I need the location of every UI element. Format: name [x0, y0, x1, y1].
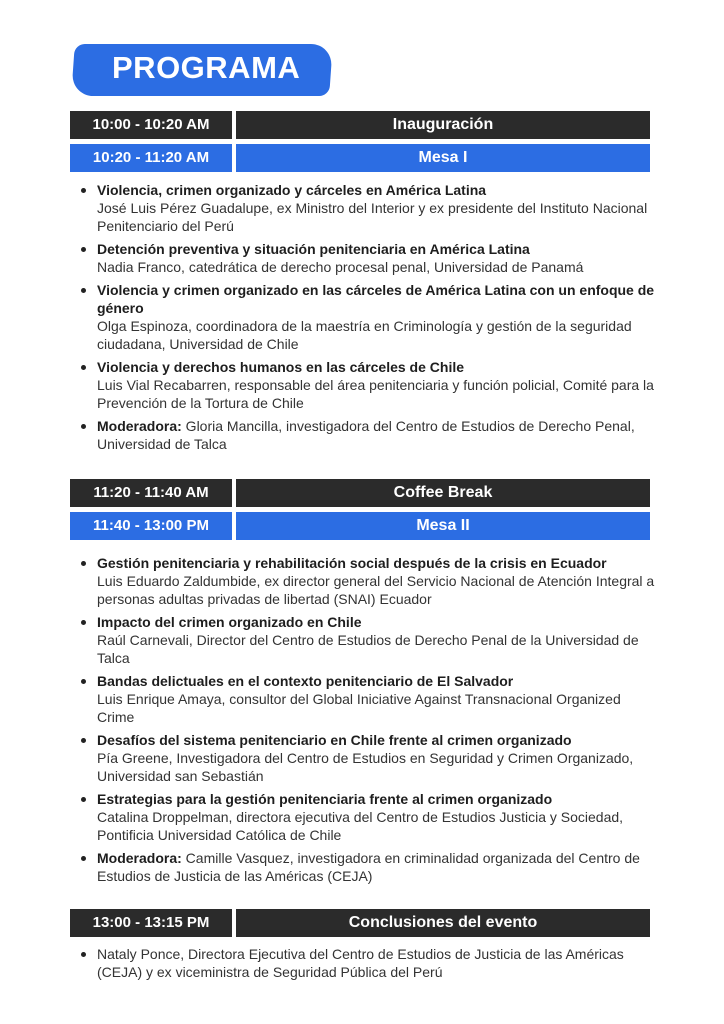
list-item	[78, 554, 656, 608]
item-speaker: Raúl Carnevali, Director del Centro de Estudios de Derecho Penal de la Universidad de Talca	[97, 632, 639, 666]
item-title: Detención preventiva y situación penitenciaria en América Latina	[97, 241, 530, 257]
session-label: Inauguración	[236, 111, 650, 139]
item-speaker: Luis Eduardo Zaldumbide, ex director general del Servicio Nacional de Atención Integral a personas adultas privadas de libertad (SNAI) Ecuador	[97, 573, 655, 607]
time-label: 10:00 - 10:20 AM	[70, 111, 232, 139]
conclusions-list	[78, 945, 656, 986]
moderator-item	[78, 417, 656, 453]
page-title: PROGRAMA	[112, 50, 301, 85]
moderator-label: Moderadora:	[97, 418, 182, 434]
list-item	[78, 181, 656, 235]
schedule-row-inauguracion	[70, 111, 650, 139]
conclusions-text: Nataly Ponce, Directora Ejecutiva del Centro de Estudios de Justicia de las Américas (CEJA) y ex viceministra de Seguridad Pública del Perú	[97, 946, 624, 980]
item-title: Violencia y derechos humanos en las cárceles de Chile	[97, 359, 465, 375]
time-label: 11:40 - 13:00 PM	[70, 512, 232, 540]
list-item	[78, 240, 656, 276]
time-label: 11:20 - 11:40 AM	[70, 479, 232, 507]
item-speaker: José Luis Pérez Guadalupe, ex Ministro del Interior y ex presidente del Instituto Nacional Penitenciario del Perú	[97, 200, 648, 234]
list-item	[78, 358, 656, 412]
session-label: Mesa II	[236, 512, 650, 540]
list-item	[78, 613, 656, 667]
schedule-row-mesa-2	[70, 512, 650, 540]
item-speaker: Nadia Franco, catedrática de derecho procesal penal, Universidad de Panamá	[97, 259, 584, 275]
item-speaker: Catalina Droppelman, directora ejecutiva del Centro de Estudios Justicia y Sociedad, Pontificia Universidad Católica de Chile	[97, 809, 624, 843]
item-speaker: Olga Espinoza, coordinadora de la maestría en Criminología y gestión de la seguridad ciudadana, Universidad de Chile	[97, 318, 632, 352]
session-label: Mesa I	[236, 144, 650, 172]
schedule-row-mesa-1	[70, 144, 650, 172]
list-item	[78, 281, 656, 353]
item-speaker: Luis Enrique Amaya, consultor del Global Iniciative Against Transnacional Organized Crime	[97, 691, 621, 725]
item-title: Impacto del crimen organizado en Chile	[97, 614, 362, 630]
session-label: Coffee Break	[236, 479, 650, 507]
schedule-row-conclusiones	[70, 909, 650, 937]
moderator-item	[78, 849, 656, 885]
session-label: Conclusiones del evento	[236, 909, 650, 937]
item-speaker: Pía Greene, Investigadora del Centro de Estudios en Seguridad y Crimen Organizado, Universidad san Sebastián	[97, 750, 634, 784]
list-item	[78, 790, 656, 844]
list-item	[78, 945, 656, 981]
item-speaker: Luis Vial Recabarren, responsable del área penitenciaria y función policial, Comité para la Prevención de la Tortura de Chile	[97, 377, 654, 411]
moderator-label: Moderadora:	[97, 850, 182, 866]
list-item	[78, 672, 656, 726]
item-title: Gestión penitenciaria y rehabilitación social después de la crisis en Ecuador	[97, 555, 607, 571]
item-title: Violencia y crimen organizado en las cárceles de América Latina con un enfoque de género	[97, 282, 655, 316]
mesa-2-list	[78, 554, 656, 890]
time-label: 13:00 - 13:15 PM	[70, 909, 232, 937]
schedule-row-coffee-break	[70, 479, 650, 507]
time-label: 10:20 - 11:20 AM	[70, 144, 232, 172]
list-item	[78, 731, 656, 785]
moderator-text: Camille Vasquez, investigadora en criminalidad organizada del Centro de Estudios de Justicia de las Américas (CEJA)	[97, 850, 640, 884]
moderator-text: Gloria Mancilla, investigadora del Centro de Estudios de Derecho Penal, Universidad de Talca	[97, 418, 635, 452]
item-title: Violencia, crimen organizado y cárceles en América Latina	[97, 182, 487, 198]
item-title: Desafíos del sistema penitenciario en Chile frente al crimen organizado	[97, 732, 572, 748]
mesa-1-list	[78, 181, 656, 458]
item-title: Bandas delictuales en el contexto penitenciario de El Salvador	[97, 673, 514, 689]
item-title: Estrategias para la gestión penitenciaria frente al crimen organizado	[97, 791, 553, 807]
